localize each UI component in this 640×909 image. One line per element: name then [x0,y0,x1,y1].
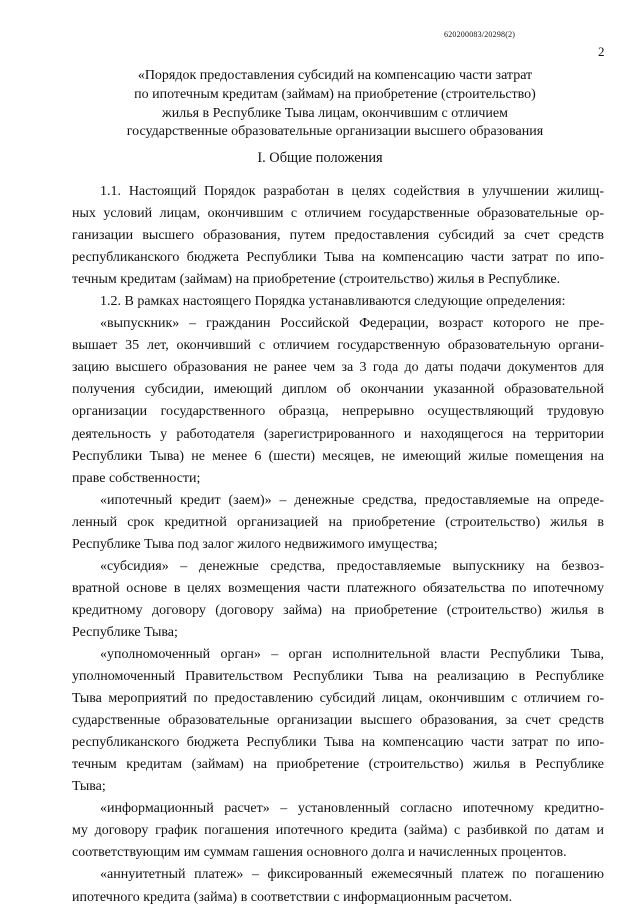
text-line: Тыва; [72,779,106,795]
text-line: течным кредитам (займам) на приобретение (строительство) жилья в Республике [72,757,604,773]
title-line: по ипотечным кредитам (займам) на приобретение (строительство) [134,86,536,102]
document-title [70,67,600,142]
title-line: жилья в Республике Тыва лицам, окончившим с отличием [162,105,508,121]
text-line: Республике Тыва; [72,624,178,640]
text-line: «субсидия» – денежные средства, предоставляемые выпускнику на безвоз- [100,558,604,574]
page-number: 2 [598,44,605,59]
text-line: соответствующим им суммам гашения основного долга и начисленных процентов. [72,845,567,861]
text-line: ленный срок кредитной организацией на приобретение (строительство) жилья в [72,514,604,530]
document-code: 620200083/20298(2) [444,30,516,39]
text-line: уполномоченный Правительством Республики Тыва на реализацию в Республике [72,669,604,685]
text-line: организации государственного образца, непрерывно осуществляющий трудовую [72,404,604,420]
text-line: деятельность у работодателя (зарегистрированного и находящегося на территории [72,426,604,442]
text-line: ганизации высшего образования, путем предоставления субсидий за счет средств [72,228,604,244]
text-line: вратной основе в целях возмещения части платежного обязательства по ипотечному [72,580,604,596]
text-line: «выпускник» – гражданин Российской Федерации, возраст которого не пре- [100,316,604,332]
text-line: ных условий лицам, окончившим с отличием государственные образовательные ор- [72,206,604,222]
text-line: му договору график погашения ипотечного кредита (займа) с разбивкой по датам и [72,823,604,839]
text-line: вышает 35 лет, окончивший с отличием государственную образовательную органи- [72,338,604,354]
text-line: «информационный расчет» – установленный согласно ипотечному кредитно- [100,801,604,817]
text-line: зацию высшего образования не ранее чем за 3 года до даты подачи документов для [72,360,604,376]
title-line: государственные образовательные организации высшего образования [126,124,544,140]
definition-information-calculation [72,798,604,864]
text-line: сударственные образовательные организации высшего образования, за счет средств [72,713,604,729]
text-line: ипотечного кредита (займа) в соответствии с информационным расчетом. [72,889,513,905]
text-line: 1.2. В рамках настоящего Порядка устанавливаются следующие определения: [100,294,566,310]
text-line: Республике Тыва под залог жилого недвижимого имущества; [72,536,438,552]
text-line: кредитному договору (договору займа) на приобретение (строительство) жилья в [72,602,604,618]
definition-mortgage-loan [72,490,604,556]
definition-authorized-body [72,644,604,798]
text-line: «аннуитетный платеж» – фиксированный ежемесячный платеж по погашению [100,867,604,883]
definition-subsidy [72,556,604,644]
definition-annuity-payment [72,864,604,908]
definition-graduate [72,313,604,489]
paragraph-1-1 [72,181,604,291]
text-line: республиканского бюджета Республики Тыва на компенсацию части затрат по ипо- [72,250,604,266]
text-line: праве собственности; [72,470,201,486]
text-line: течным кредитам (займам) на приобретение (строительство) жилья в Республике. [72,272,561,288]
text-line: республиканского бюджета Республики Тыва на компенсацию части затрат по ипо- [72,735,604,751]
text-line: «ипотечный кредит (заем)» – денежные средства, предоставляемые на опреде- [100,492,604,508]
text-line: Республики Тыва) не менее 6 (шести) месяцев, не имеющий жилые помещения на [72,448,604,464]
text-line: Тыва мероприятий по предоставлению субсидий лицам, окончившим с отличием го- [72,691,604,707]
section-heading: I. Общие положения [257,150,383,166]
text-line: 1.1. Настоящий Порядок разработан в целях содействия в улучшении жилищ- [100,184,604,199]
title-line: «Порядок предоставления субсидий на компенсацию части затрат [137,68,533,83]
document-body [72,181,604,909]
text-line: «уполномоченный орган» – орган исполнительной власти Республики Тыва, [100,646,604,662]
paragraph-1-2 [72,291,604,313]
text-line: получения субсидии, имеющий диплом об окончании указанной образовательной [72,382,604,398]
